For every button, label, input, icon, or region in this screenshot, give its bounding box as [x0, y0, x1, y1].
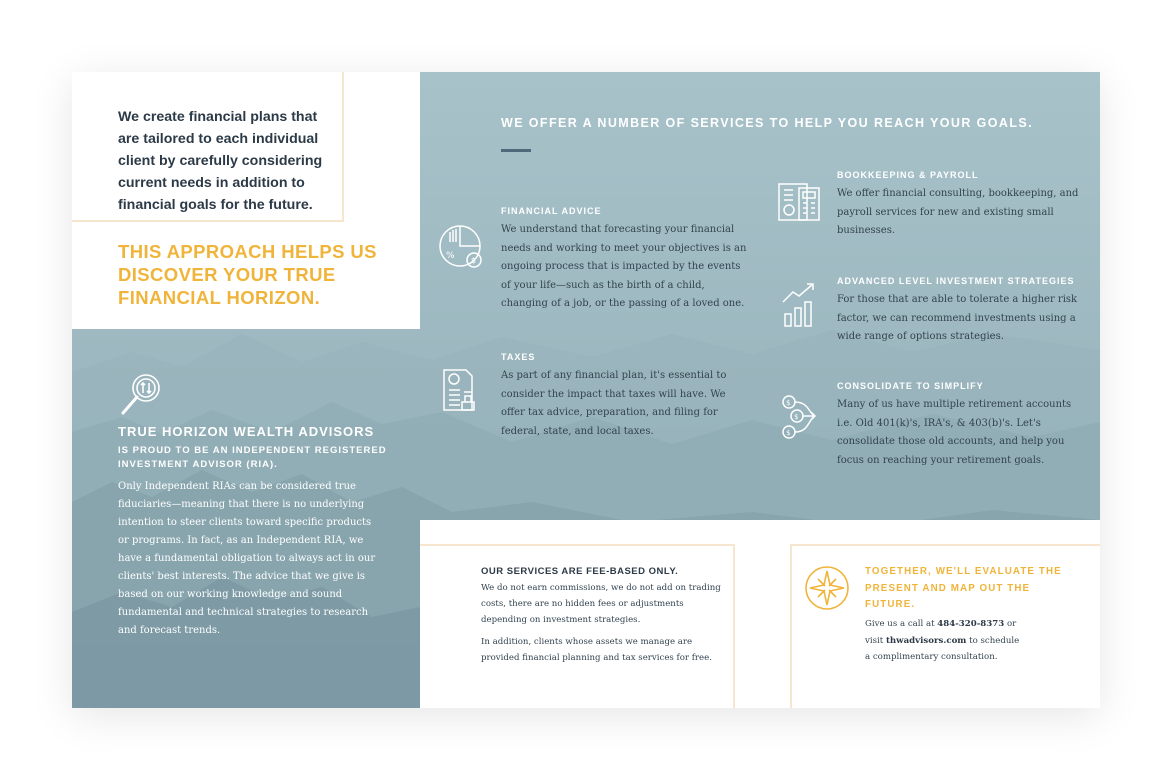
- service-financial-advice: [501, 206, 751, 314]
- cta-text: Give us a call at: [865, 619, 938, 629]
- cta-text: a complimentary consultation.: [865, 652, 998, 662]
- service-desc: As part of any financial plan, it's essential to consider the impact that taxes will have. We offer tax advice, preparation, and filing for federal, state, and local taxes.: [501, 370, 727, 437]
- cta-body: [865, 616, 1085, 666]
- svg-text:$: $: [786, 399, 791, 407]
- tax-document-icon: [438, 366, 486, 416]
- fees-title: OUR SERVICES ARE FEE-BASED ONLY.: [481, 566, 679, 577]
- service-title: CONSOLIDATE TO SIMPLIFY: [837, 381, 984, 391]
- compass-star-icon: [804, 565, 850, 611]
- cta-text: to schedule: [966, 635, 1020, 646]
- service-desc: We offer financial consulting, bookkeeping, and payroll services for new and existing small businesses.: [837, 188, 1079, 236]
- consolidate-coins-icon: [775, 394, 823, 444]
- phone-link[interactable]: 484-320-8373: [937, 619, 1005, 629]
- firm-body: Only Independent RIAs can be considered true fiduciaries—meaning that there is no underlying intention to steer clients toward specific products or programs. In fact, as an Independent RIA, we have a fundamental obligation to always act in our clients' best interests. The advice that we give is based on our working knowledge and sound fundamental and technical strategies to research and forecast trends.: [118, 481, 376, 636]
- svg-text:$: $: [786, 429, 791, 437]
- svg-text:$: $: [794, 413, 799, 421]
- magnifier-chart-icon: [118, 370, 166, 418]
- divider: [72, 220, 344, 222]
- firm-subtitle: IS PROUD TO BE AN INDEPENDENT REGISTERED INVESTMENT ADVISOR (RIA).: [118, 445, 387, 470]
- divider: [342, 72, 344, 222]
- intro-text: We create financial plans that are tailored to each individual client by carefully considering current needs in addition to financial goals for the future.: [118, 109, 323, 213]
- service-title: FINANCIAL ADVICE: [501, 206, 602, 216]
- service-title: BOOKKEEPING & PAYROLL: [837, 170, 979, 180]
- service-title: TAXES: [501, 352, 536, 362]
- svg-text:%: %: [446, 251, 455, 261]
- intro-panel: [72, 72, 420, 329]
- growth-bars-icon: [775, 280, 823, 330]
- fees-paragraph: In addition, clients whose assets we manage are provided financial planning and tax services for free.: [481, 637, 712, 663]
- ledger-calculator-icon: [775, 178, 823, 228]
- website-link[interactable]: thwadvisors.com: [885, 635, 967, 646]
- service-desc: For those that are able to tolerate a higher risk factor, we can recommend investments using a wide range of options strategies.: [837, 294, 1078, 342]
- fees-box: [420, 520, 742, 708]
- service-title: ADVANCED LEVEL INVESTMENT STRATEGIES: [837, 276, 1075, 286]
- cta-title: TOGETHER, WE'LL EVALUATE THE PRESENT AND MAP OUT THE FUTURE.: [865, 566, 1062, 610]
- cta-box: [790, 520, 1100, 708]
- cta-text: visit: [865, 635, 886, 646]
- fees-paragraph: We do not earn commissions, we do not add on trading costs, there are no hidden fees or adjustments depending on investment strategies.: [481, 583, 721, 625]
- brochure-spread: [72, 72, 1100, 708]
- svg-text:$: $: [471, 256, 477, 265]
- firm-name: TRUE HORIZON WEALTH ADVISORS: [118, 424, 375, 439]
- services-heading: WE OFFER A NUMBER OF SERVICES TO HELP YOU REACH YOUR GOALS.: [501, 116, 1033, 130]
- service-desc: We understand that forecasting your financial needs and working to meet your objectives is an ongoing process that is impacted by the events of your life—such as the birth of a child, changing of a job, or the passing of a loved one.: [501, 224, 747, 309]
- service-consolidate: [837, 381, 1087, 470]
- heading-rule: [501, 149, 531, 152]
- service-advanced-investment: [837, 276, 1085, 347]
- cta-text: or: [1004, 619, 1017, 629]
- approach-headline: THIS APPROACH HELPS US DISCOVER YOUR TRUE FINANCIAL HORIZON.: [118, 241, 377, 308]
- pie-chart-icon: [438, 222, 486, 272]
- service-bookkeeping: [837, 170, 1085, 241]
- service-taxes: [501, 352, 751, 441]
- service-desc: Many of us have multiple retirement accounts i.e. Old 401(k)'s, IRA's, & 403(b)'s. Let's consolidate those old accounts, and help you focus on reaching your retirement goals.: [837, 399, 1072, 466]
